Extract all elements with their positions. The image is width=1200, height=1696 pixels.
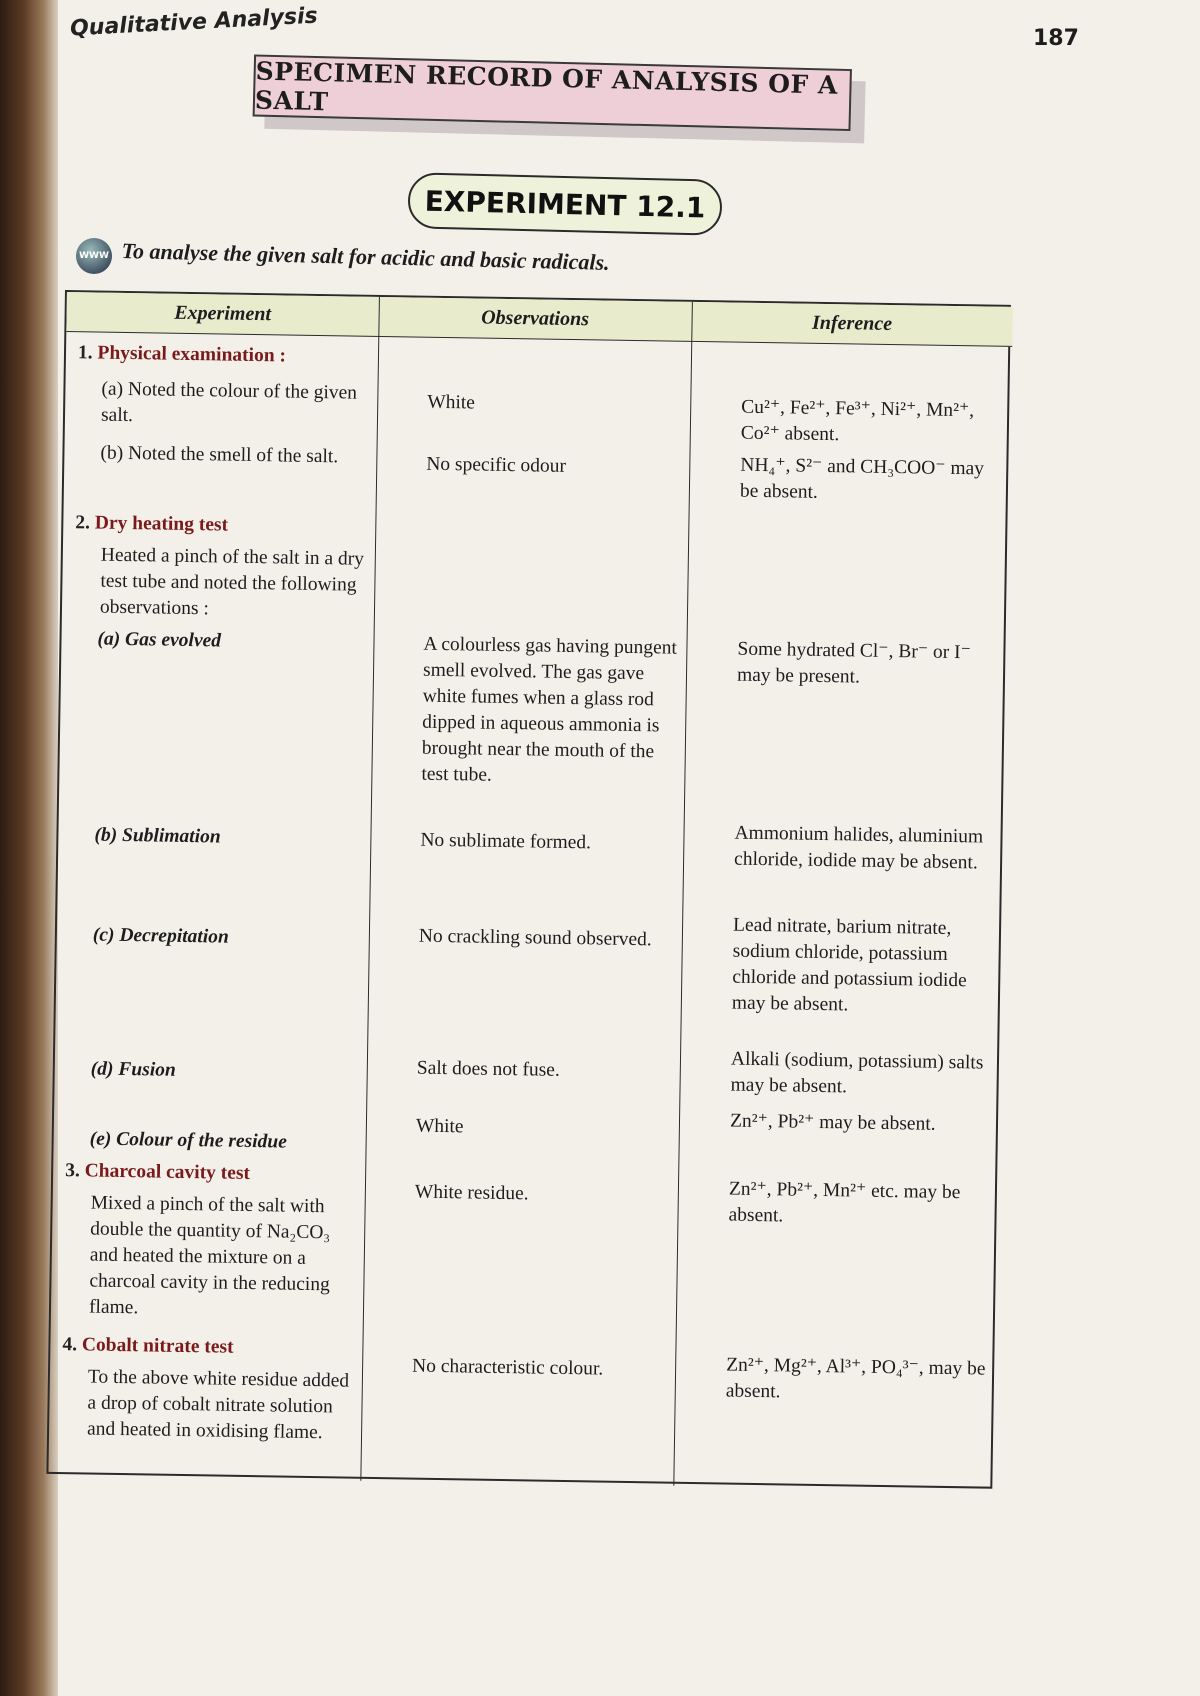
sub-label: (c) <box>92 924 115 946</box>
inference-cell: Zn²⁺, Mg²⁺, Al³⁺, PO₄³⁻, may be absent. <box>725 1354 986 1403</box>
table-row <box>78 340 373 371</box>
column-divider <box>360 297 380 1481</box>
page <box>58 0 1200 1696</box>
table-row <box>94 823 364 853</box>
www-icon[interactable]: WWW <box>76 238 112 274</box>
sub-label: (a) <box>97 628 121 650</box>
table-row <box>97 627 367 657</box>
inference-cell: Alkali (sodium, potassium) salts may be absent. <box>730 1048 984 1098</box>
table-row <box>100 441 370 471</box>
sub-label: (b) <box>100 442 124 464</box>
page-title: SPECIMEN RECORD OF ANALYSIS OF A SALT <box>253 54 852 131</box>
observation-cell: Salt does not fuse. <box>416 1057 560 1081</box>
inference-cell: Cu²⁺, Fe²⁺, Fe³⁺, Ni²⁺, Mn²⁺, Co²⁺ absent. <box>740 396 975 446</box>
row-title: Dry heating test <box>94 512 229 536</box>
experiment-label: Sublimation <box>121 824 221 848</box>
observation-cell: No characteristic colour. <box>411 1355 604 1380</box>
table-row <box>62 1332 357 1363</box>
table-row <box>75 510 370 541</box>
sub-label: (e) <box>89 1128 112 1150</box>
observation-cell: A colourless gas having pungent smell evolved. The gas gave white fumes when a glass rod dipped in aqueous ammonia is brought near the mouth of the test tube. <box>421 633 678 786</box>
inference-cell: NH₄⁺, S²⁻ and CH₃COO⁻ may be absent. <box>739 454 985 503</box>
observation-cell: No specific odour <box>426 453 567 477</box>
observation-cell: No crackling sound observed. <box>418 925 652 951</box>
experiment-text: Mixed a pinch of the salt with double the quantity of Na₂CO₃ and heated the mixture on a charcoal cavity in the reducing flame. <box>88 1192 331 1319</box>
row-title: Charcoal cavity test <box>84 1160 251 1185</box>
row-number: 2. <box>75 512 91 534</box>
row-title: Physical examination : <box>97 342 287 367</box>
title-banner <box>252 54 872 153</box>
experiment-label: Fusion <box>118 1058 176 1081</box>
running-head: Qualitative Analysis <box>69 3 319 42</box>
header-inference: Inference <box>811 311 893 335</box>
experiment-label: Colour of the residue <box>116 1128 287 1153</box>
table-frame <box>46 290 1010 1489</box>
sub-label: (a) <box>101 378 124 400</box>
experiment-label: EXPERIMENT 12.1 <box>407 172 722 236</box>
row-number: 1. <box>77 342 93 364</box>
observation-cell: White <box>415 1115 464 1138</box>
table-row <box>101 377 372 433</box>
row-number: 3. <box>65 1160 80 1182</box>
sub-label: (d) <box>90 1058 114 1080</box>
table-row <box>65 1158 360 1189</box>
header-experiment: Experiment <box>174 301 272 326</box>
observation-cell: White <box>427 391 476 414</box>
sub-label: (b) <box>94 824 118 846</box>
row-title: Cobalt nitrate test <box>81 1334 234 1358</box>
table-row <box>89 1126 359 1156</box>
experiment-text: Noted the smell of the salt. <box>127 443 339 468</box>
inference-cell: Some hydrated Cl⁻, Br⁻ or I⁻ may be present. <box>736 638 972 688</box>
observation-cell: No sublimate formed. <box>420 829 592 854</box>
experiment-aim: To analyse the given salt for acidic and basic radicals. <box>121 238 610 275</box>
analysis-table <box>46 290 1010 1489</box>
inference-cell: Zn²⁺, Pb²⁺, Mn²⁺ etc. may be absent. <box>728 1178 961 1227</box>
experiment-text: Heated a pinch of the salt in a dry test tube and noted the following observations : <box>99 544 365 620</box>
header-observations: Observations <box>481 306 590 331</box>
page-number: 187 <box>1033 26 1079 51</box>
experiment-label: Gas evolved <box>124 628 222 652</box>
row-number: 4. <box>62 1334 78 1356</box>
table-row <box>93 923 363 953</box>
inference-cell: Lead nitrate, barium nitrate, sodium chloride, potassium chloride and potassium iodide may be absent. <box>731 914 967 1016</box>
table-row <box>91 1057 361 1087</box>
experiment-label: Decrepitation <box>119 924 229 948</box>
inference-cell: Zn²⁺, Pb²⁺ may be absent. <box>729 1110 936 1135</box>
inference-cell: Ammonium halides, aluminium chloride, iodide may be absent. <box>733 822 984 874</box>
column-divider <box>673 302 693 1486</box>
experiment-text: To the above white residue added a drop of cobalt nitrate solution and heated in oxidising flame. <box>86 1366 350 1444</box>
experiment-text: Noted the colour of the given salt. <box>100 379 358 427</box>
observation-cell: White residue. <box>414 1181 529 1205</box>
